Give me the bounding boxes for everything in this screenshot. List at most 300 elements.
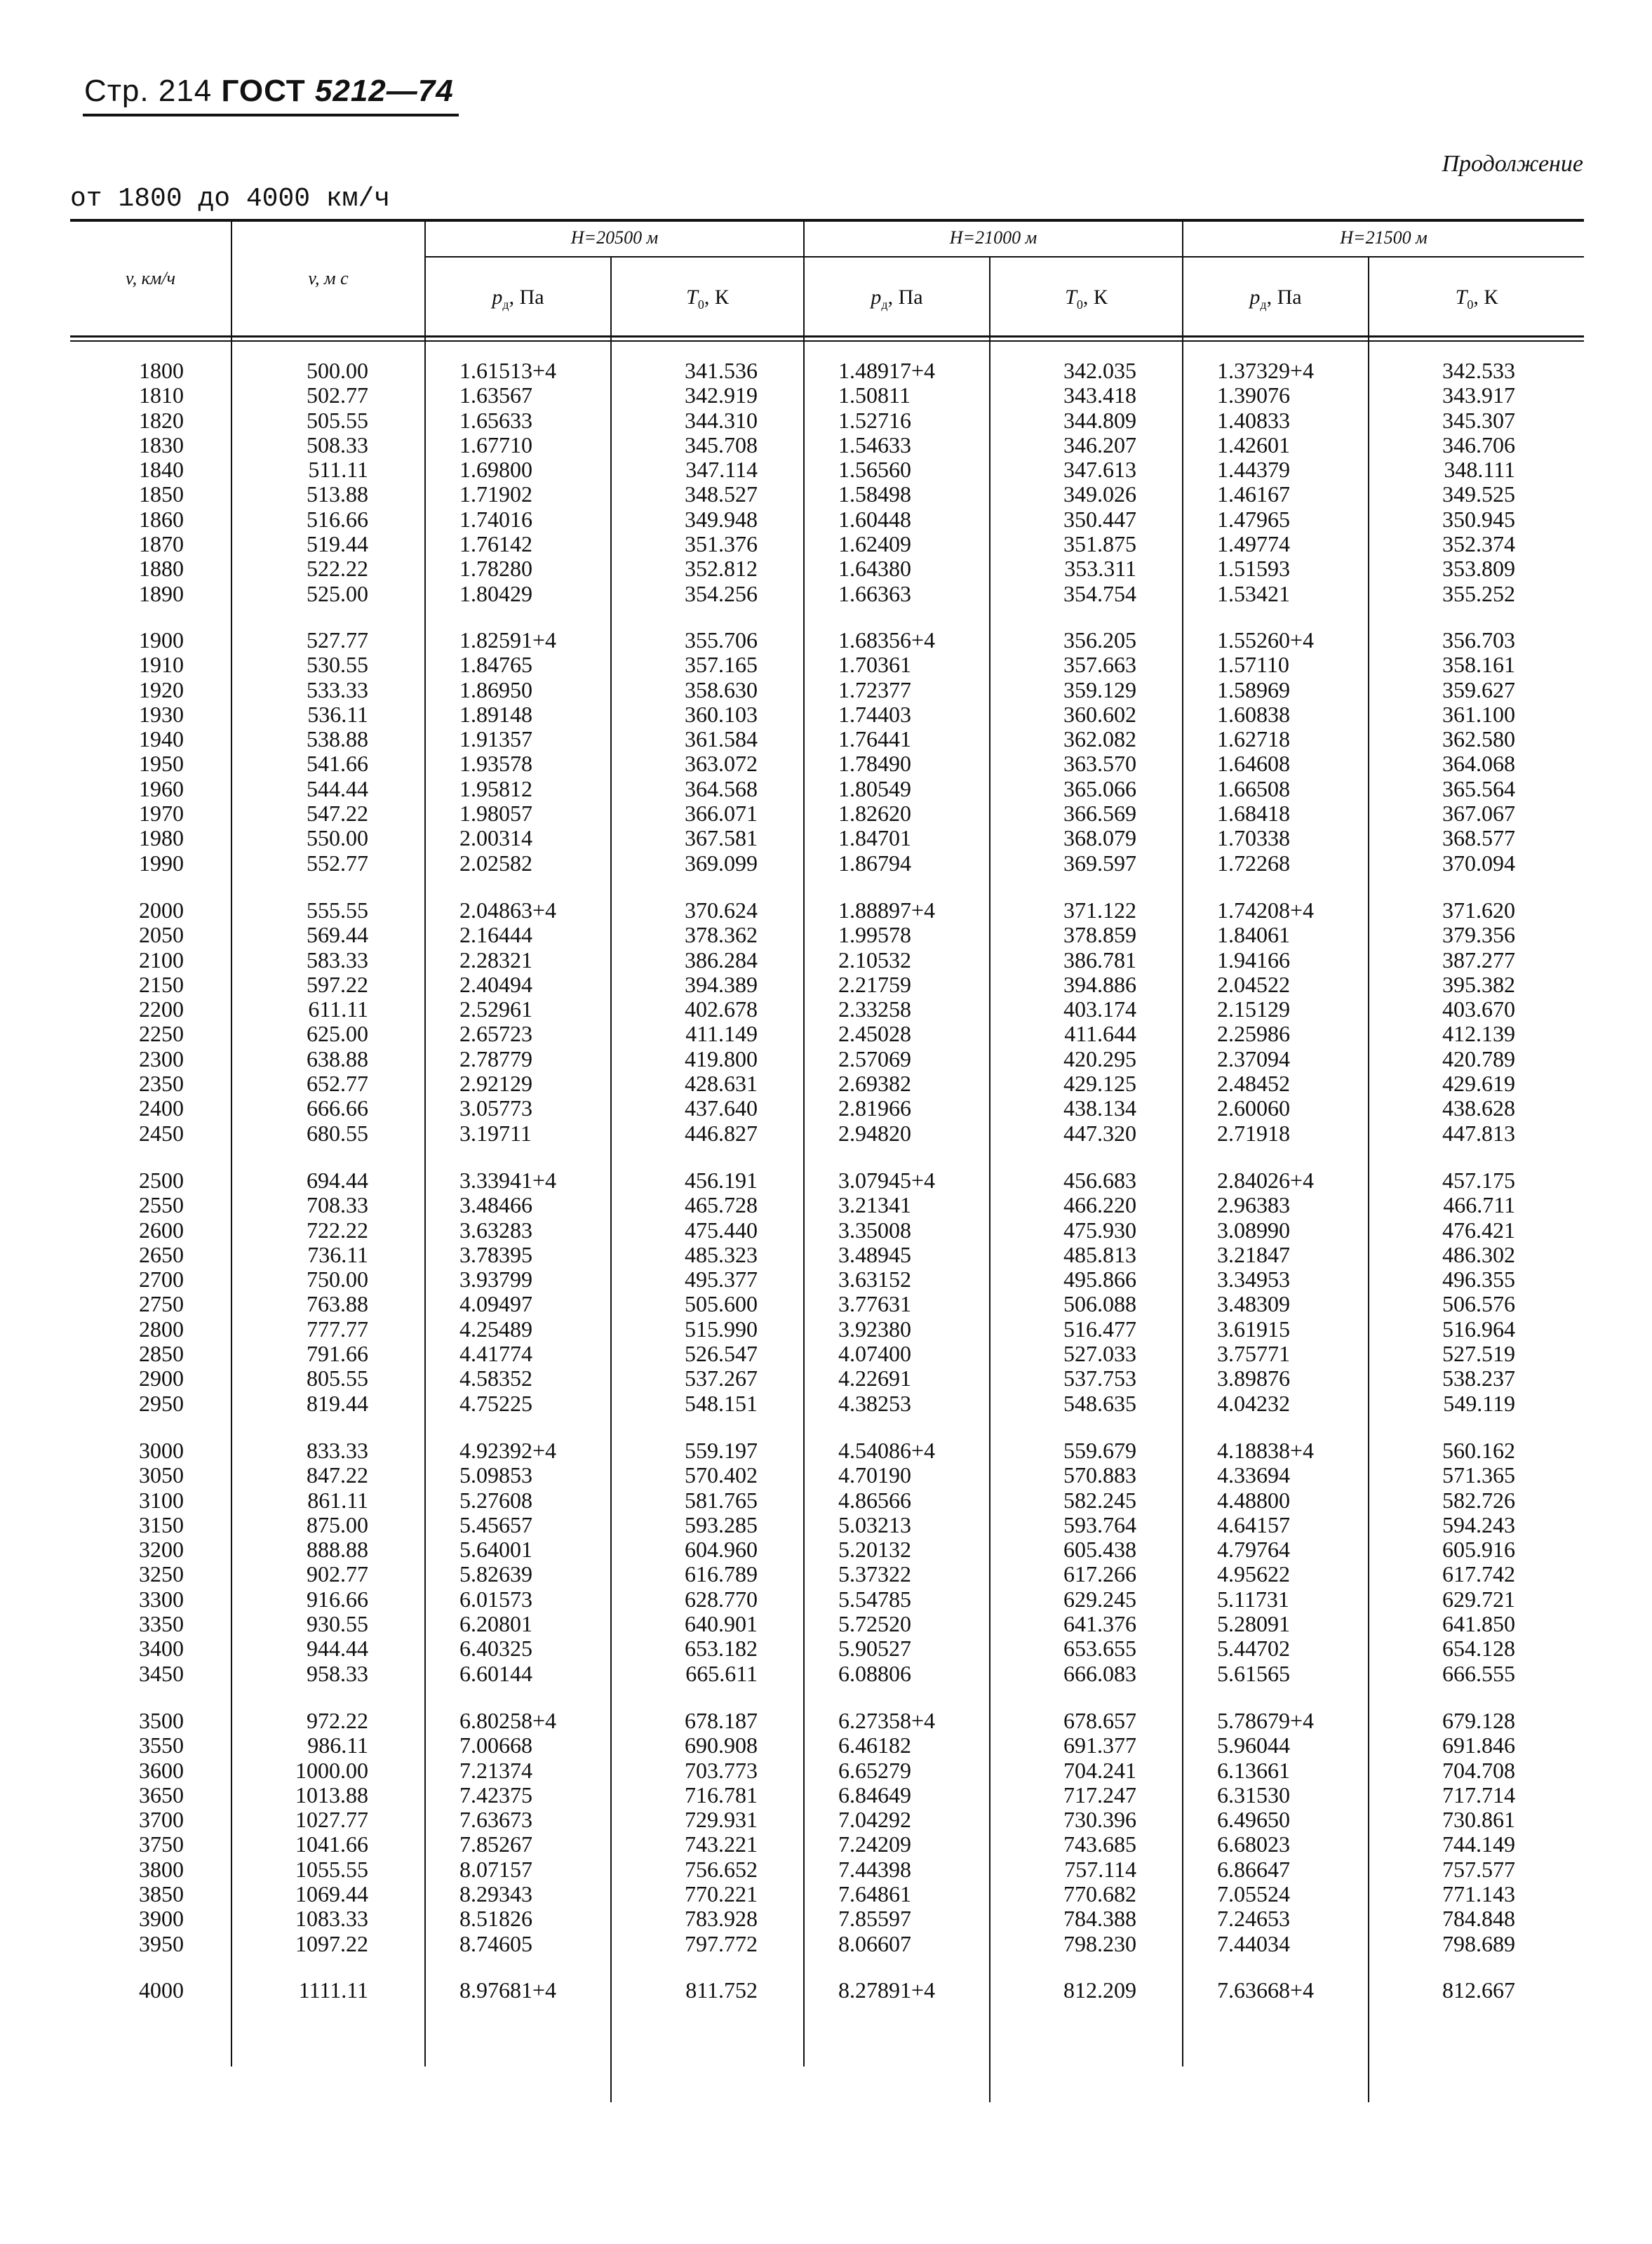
pressure-h20500-cell: 2.00314 bbox=[459, 825, 532, 851]
temperature-h20500-cell: 345.708 bbox=[685, 432, 758, 458]
table-row bbox=[70, 851, 1584, 876]
continued-label: Продолжение bbox=[1442, 151, 1583, 177]
pressure-h21500-cell: 2.84026+4 bbox=[1217, 1168, 1315, 1193]
speed-ms-cell: 902.77 bbox=[307, 1561, 368, 1587]
speed-kmh-cell: 2950 bbox=[139, 1390, 184, 1416]
pressure-h21000-cell: 3.35008 bbox=[838, 1217, 911, 1243]
temperature-h20500-cell: 537.267 bbox=[685, 1365, 758, 1391]
pressure-h21000-cell: 6.27358+4 bbox=[838, 1708, 936, 1733]
speed-kmh-cell: 1910 bbox=[139, 652, 184, 678]
temperature-h21500-cell: 429.619 bbox=[1442, 1071, 1515, 1097]
temperature-h21000-cell: 368.079 bbox=[1063, 825, 1136, 851]
pressure-h20500-cell: 3.33941+4 bbox=[459, 1168, 557, 1193]
table-row bbox=[70, 1243, 1584, 1267]
pressure-h20500-cell: 1.78280 bbox=[459, 556, 532, 582]
pressure-h21000-cell: 3.48945 bbox=[838, 1241, 911, 1267]
temperature-unit: , К bbox=[1082, 286, 1108, 309]
speed-ms-cell: 916.66 bbox=[307, 1586, 368, 1612]
pressure-h21000-cell: 1.66363 bbox=[838, 580, 911, 606]
pressure-h21000-cell: 1.72377 bbox=[838, 676, 911, 702]
table-row bbox=[70, 458, 1584, 482]
temperature-h21500-cell: 364.068 bbox=[1442, 751, 1515, 777]
pressure-h20500-cell: 4.58352 bbox=[459, 1365, 532, 1391]
pressure-h20500-cell: 1.80429 bbox=[459, 580, 532, 606]
speed-ms-cell: 519.44 bbox=[307, 531, 368, 557]
temperature-h21500-cell: 527.519 bbox=[1442, 1341, 1515, 1367]
table-row bbox=[70, 1808, 1584, 1832]
temperature-h20500-cell: 347.114 bbox=[685, 457, 758, 483]
temperature-h21000-cell: 641.376 bbox=[1063, 1611, 1136, 1637]
temperature-h21000-cell: 429.125 bbox=[1063, 1071, 1136, 1097]
temperature-h21500-cell: 730.861 bbox=[1442, 1807, 1515, 1833]
speed-ms-cell: 944.44 bbox=[307, 1636, 368, 1662]
table-row bbox=[70, 1709, 1584, 1733]
pressure-h21500-cell: 2.96383 bbox=[1217, 1192, 1290, 1218]
header-altitude-1: H=20500 м bbox=[570, 227, 659, 248]
temperature-h21000-cell: 666.083 bbox=[1063, 1660, 1136, 1686]
pressure-h21000-cell: 3.07945+4 bbox=[838, 1168, 936, 1193]
pressure-h21000-cell: 5.03213 bbox=[838, 1511, 911, 1537]
speed-ms-cell: 1013.88 bbox=[295, 1782, 368, 1808]
temperature-h20500-cell: 369.099 bbox=[685, 850, 758, 876]
pressure-h20500-cell: 3.05773 bbox=[459, 1095, 532, 1121]
speed-ms-cell: 544.44 bbox=[307, 775, 368, 801]
temperature-h21500-cell: 571.365 bbox=[1442, 1462, 1515, 1488]
pressure-h20500-cell: 1.61513+4 bbox=[459, 358, 557, 383]
speed-ms-cell: 708.33 bbox=[307, 1192, 368, 1218]
speed-ms-cell: 777.77 bbox=[307, 1316, 368, 1342]
temperature-h21000-cell: 466.220 bbox=[1063, 1192, 1136, 1218]
temperature-h21000-cell: 360.602 bbox=[1063, 701, 1136, 727]
table-row bbox=[70, 1906, 1584, 1931]
speed-kmh-cell: 2400 bbox=[139, 1095, 184, 1121]
speed-ms-cell: 930.55 bbox=[307, 1611, 368, 1637]
pressure-h21000-cell: 1.56560 bbox=[838, 457, 911, 483]
table-row bbox=[70, 1267, 1584, 1292]
temperature-h21000-cell: 349.026 bbox=[1063, 481, 1136, 507]
pressure-h21500-cell: 2.15129 bbox=[1217, 996, 1290, 1022]
table-row bbox=[70, 1342, 1584, 1366]
temperature-h21000-cell: 362.082 bbox=[1063, 726, 1136, 752]
speed-ms-cell: 552.77 bbox=[307, 850, 368, 876]
temperature-h21000-cell: 548.635 bbox=[1063, 1390, 1136, 1416]
pressure-h20500-cell: 6.20801 bbox=[459, 1611, 532, 1637]
pressure-h21500-cell: 1.53421 bbox=[1217, 580, 1290, 606]
altitude-rule-2 bbox=[805, 256, 1182, 258]
altitude-rule-3 bbox=[1183, 256, 1584, 258]
pressure-h21500-cell: 1.94166 bbox=[1217, 947, 1290, 973]
speed-kmh-cell: 3450 bbox=[139, 1660, 184, 1686]
pressure-h20500-cell: 4.92392+4 bbox=[459, 1438, 557, 1463]
temperature-h21000-cell: 359.129 bbox=[1063, 676, 1136, 702]
temperature-h21000-cell: 371.122 bbox=[1063, 897, 1136, 923]
pressure-h21000-cell: 5.37322 bbox=[838, 1561, 911, 1587]
speed-kmh-cell: 2050 bbox=[139, 922, 184, 948]
pressure-h20500-cell: 1.69800 bbox=[459, 457, 532, 483]
temperature-h20500-cell: 358.630 bbox=[685, 676, 758, 702]
pressure-h21500-cell: 2.37094 bbox=[1217, 1046, 1290, 1071]
pressure-h20500-cell: 5.09853 bbox=[459, 1462, 532, 1488]
pressure-h21500-cell: 4.33694 bbox=[1217, 1462, 1290, 1488]
speed-kmh-cell: 2900 bbox=[139, 1365, 184, 1391]
speed-ms-cell: 502.77 bbox=[307, 382, 368, 408]
speed-ms-cell: 583.33 bbox=[307, 947, 368, 973]
speed-ms-cell: 1069.44 bbox=[295, 1881, 368, 1907]
speed-kmh-cell: 3800 bbox=[139, 1856, 184, 1882]
temperature-h20500-cell: 456.191 bbox=[685, 1168, 758, 1193]
temperature-h20500-cell: 355.706 bbox=[685, 627, 758, 653]
temperature-h20500-cell: 354.256 bbox=[685, 580, 758, 606]
speed-ms-cell: 1097.22 bbox=[295, 1930, 368, 1956]
pressure-h21500-cell: 1.66508 bbox=[1217, 775, 1290, 801]
speed-kmh-cell: 2700 bbox=[139, 1267, 184, 1293]
speed-kmh-cell: 2150 bbox=[139, 971, 184, 997]
speed-ms-cell: 875.00 bbox=[307, 1511, 368, 1537]
table-row bbox=[70, 556, 1584, 581]
speed-kmh-cell: 1970 bbox=[139, 801, 184, 827]
pressure-h21000-cell: 7.85597 bbox=[838, 1906, 911, 1932]
speed-kmh-cell: 3150 bbox=[139, 1511, 184, 1537]
speed-kmh-cell: 3250 bbox=[139, 1561, 184, 1587]
temperature-h20500-cell: 351.376 bbox=[685, 531, 758, 557]
temperature-h20500-cell: 428.631 bbox=[685, 1071, 758, 1097]
pressure-h21000-cell: 4.54086+4 bbox=[838, 1438, 936, 1463]
speed-ms-cell: 652.77 bbox=[307, 1071, 368, 1097]
table-row bbox=[70, 1317, 1584, 1342]
standard-number: 5212—74 bbox=[314, 74, 454, 108]
pressure-h21000-cell: 4.07400 bbox=[838, 1341, 911, 1367]
temperature-h20500-cell: 515.990 bbox=[685, 1316, 758, 1342]
speed-kmh-cell: 3400 bbox=[139, 1636, 184, 1662]
temperature-h21000-cell: 678.657 bbox=[1063, 1708, 1136, 1733]
speed-kmh-cell: 2800 bbox=[139, 1316, 184, 1342]
table-row bbox=[70, 1022, 1584, 1046]
speed-kmh-cell: 3350 bbox=[139, 1611, 184, 1637]
table-row bbox=[70, 777, 1584, 801]
temperature-h21500-cell: 356.703 bbox=[1442, 627, 1515, 653]
temperature-h21500-cell: 352.374 bbox=[1442, 531, 1515, 557]
pressure-h21500-cell: 2.04522 bbox=[1217, 971, 1290, 997]
pressure-h21500-cell: 1.40833 bbox=[1217, 407, 1290, 433]
temperature-h21500-cell: 403.670 bbox=[1442, 996, 1515, 1022]
pressure-h21000-cell: 2.21759 bbox=[838, 971, 911, 997]
speed-kmh-cell: 3200 bbox=[139, 1537, 184, 1563]
temperature-h21000-cell: 411.644 bbox=[1064, 1021, 1136, 1047]
temperature-h21500-cell: 412.139 bbox=[1442, 1021, 1515, 1047]
pressure-subscript: д bbox=[881, 298, 888, 312]
temperature-h21500-cell: 812.667 bbox=[1442, 1977, 1515, 2003]
speed-kmh-cell: 2550 bbox=[139, 1192, 184, 1218]
temperature-h20500-cell: 378.362 bbox=[685, 922, 758, 948]
temperature-h21000-cell: 691.377 bbox=[1063, 1732, 1136, 1758]
table-row bbox=[70, 1292, 1584, 1316]
temperature-h20500-cell: 348.527 bbox=[685, 481, 758, 507]
table-row bbox=[70, 383, 1584, 408]
pressure-h20500-cell: 7.00668 bbox=[459, 1732, 532, 1758]
pressure-h21500-cell: 6.68023 bbox=[1217, 1831, 1290, 1857]
speed-ms-cell: 750.00 bbox=[307, 1267, 368, 1293]
pressure-h20500-cell: 8.74605 bbox=[459, 1930, 532, 1956]
row-group bbox=[70, 1168, 1584, 1416]
speed-ms-cell: 550.00 bbox=[307, 825, 368, 851]
temperature-h21000-cell: 617.266 bbox=[1063, 1561, 1136, 1587]
pressure-h21000-cell: 5.20132 bbox=[838, 1537, 911, 1563]
pressure-h20500-cell: 2.78779 bbox=[459, 1046, 532, 1071]
table-row bbox=[70, 482, 1584, 507]
temperature-h21500-cell: 346.706 bbox=[1442, 432, 1515, 458]
pressure-h20500-cell: 2.02582 bbox=[459, 850, 532, 876]
speed-kmh-cell: 3000 bbox=[139, 1438, 184, 1463]
speed-kmh-cell: 3850 bbox=[139, 1881, 184, 1907]
temperature-h20500-cell: 770.221 bbox=[685, 1881, 758, 1907]
speed-ms-cell: 791.66 bbox=[307, 1341, 368, 1367]
pressure-h20500-cell: 3.78395 bbox=[459, 1241, 532, 1267]
pressure-h21000-cell: 7.04292 bbox=[838, 1807, 911, 1833]
speed-ms-cell: 694.44 bbox=[307, 1168, 368, 1193]
pressure-h21000-cell: 7.44398 bbox=[838, 1856, 911, 1882]
speed-ms-cell: 972.22 bbox=[307, 1708, 368, 1733]
temperature-h21500-cell: 343.917 bbox=[1442, 382, 1515, 408]
pressure-h21000-cell: 6.65279 bbox=[838, 1757, 911, 1783]
pressure-unit: , Па bbox=[887, 286, 923, 309]
pressure-h21500-cell: 1.74208+4 bbox=[1217, 897, 1315, 923]
speed-kmh-cell: 3600 bbox=[139, 1757, 184, 1783]
table-row bbox=[70, 1882, 1584, 1906]
header-pressure-3 bbox=[1183, 286, 1368, 312]
table-row bbox=[70, 1636, 1584, 1661]
pressure-h20500-cell: 1.91357 bbox=[459, 726, 532, 752]
temperature-h21000-cell: 704.241 bbox=[1063, 1757, 1136, 1783]
speed-ms-cell: 527.77 bbox=[307, 627, 368, 653]
speed-ms-cell: 530.55 bbox=[307, 652, 368, 678]
table-row bbox=[70, 1783, 1584, 1808]
speed-kmh-cell: 1860 bbox=[139, 506, 184, 532]
temperature-h20500-cell: 411.149 bbox=[685, 1021, 758, 1047]
temperature-h20500-cell: 716.781 bbox=[685, 1782, 758, 1808]
pressure-h20500-cell: 6.80258+4 bbox=[459, 1708, 557, 1733]
speed-kmh-cell: 3750 bbox=[139, 1831, 184, 1857]
temperature-h21000-cell: 363.570 bbox=[1063, 751, 1136, 777]
pressure-h21500-cell: 1.84061 bbox=[1217, 922, 1290, 948]
table-row bbox=[70, 532, 1584, 556]
speed-ms-cell: 1055.55 bbox=[295, 1856, 368, 1882]
temperature-h21000-cell: 798.230 bbox=[1063, 1930, 1136, 1956]
speed-ms-cell: 819.44 bbox=[307, 1390, 368, 1416]
speed-ms-cell: 555.55 bbox=[307, 897, 368, 923]
speed-kmh-cell: 1820 bbox=[139, 407, 184, 433]
pressure-h21000-cell: 4.86566 bbox=[838, 1487, 911, 1513]
temperature-unit: , К bbox=[704, 286, 729, 309]
pressure-h21500-cell: 1.68418 bbox=[1217, 801, 1290, 827]
temperature-h20500-cell: 690.908 bbox=[685, 1732, 758, 1758]
pressure-h21000-cell: 6.84649 bbox=[838, 1782, 911, 1808]
temperature-h21000-cell: 354.754 bbox=[1063, 580, 1136, 606]
temperature-h21500-cell: 367.067 bbox=[1442, 801, 1515, 827]
pressure-h20500-cell: 2.28321 bbox=[459, 947, 532, 973]
temperature-h21000-cell: 347.613 bbox=[1063, 457, 1136, 483]
speed-ms-cell: 538.88 bbox=[307, 726, 368, 752]
temperature-h21000-cell: 365.066 bbox=[1063, 775, 1136, 801]
pressure-h21500-cell: 3.08990 bbox=[1217, 1217, 1290, 1243]
pressure-h21500-cell: 2.60060 bbox=[1217, 1095, 1290, 1121]
temperature-h21500-cell: 757.577 bbox=[1442, 1856, 1515, 1882]
temperature-h21000-cell: 485.813 bbox=[1063, 1241, 1136, 1267]
pressure-h20500-cell: 1.93578 bbox=[459, 751, 532, 777]
temperature-h20500-cell: 548.151 bbox=[685, 1390, 758, 1416]
pressure-h20500-cell: 7.63673 bbox=[459, 1807, 532, 1833]
temperature-h20500-cell: 341.536 bbox=[685, 358, 758, 383]
pressure-h21000-cell: 7.24209 bbox=[838, 1831, 911, 1857]
header-altitude-3: H=21500 м bbox=[1340, 227, 1428, 248]
temperature-h21500-cell: 617.742 bbox=[1442, 1561, 1515, 1587]
table-row bbox=[70, 408, 1584, 433]
speed-ms-cell: 736.11 bbox=[307, 1241, 368, 1267]
speed-kmh-cell: 2500 bbox=[139, 1168, 184, 1193]
header-temperature-3 bbox=[1369, 286, 1584, 312]
pressure-h20500-cell: 1.71902 bbox=[459, 481, 532, 507]
table-row bbox=[70, 1488, 1584, 1513]
pressure-h21500-cell: 4.79764 bbox=[1217, 1537, 1290, 1563]
table-row bbox=[70, 1096, 1584, 1121]
pressure-h21500-cell: 1.57110 bbox=[1217, 652, 1289, 678]
temperature-h21000-cell: 357.663 bbox=[1063, 652, 1136, 678]
speed-kmh-cell: 1850 bbox=[139, 481, 184, 507]
temperature-h21500-cell: 361.100 bbox=[1442, 701, 1515, 727]
pressure-h21000-cell: 2.81966 bbox=[838, 1095, 911, 1121]
pressure-h20500-cell: 1.95812 bbox=[459, 775, 532, 801]
pressure-h21000-cell: 1.99578 bbox=[838, 922, 911, 948]
speed-kmh-cell: 1960 bbox=[139, 775, 184, 801]
pressure-h21500-cell: 4.95622 bbox=[1217, 1561, 1290, 1587]
temperature-h21500-cell: 486.302 bbox=[1442, 1241, 1515, 1267]
speed-ms-cell: 1027.77 bbox=[295, 1807, 368, 1833]
temperature-h21000-cell: 378.859 bbox=[1063, 922, 1136, 948]
pressure-h21500-cell: 1.55260+4 bbox=[1217, 627, 1315, 653]
pressure-h20500-cell: 1.63567 bbox=[459, 382, 532, 408]
pressure-h21500-cell: 4.18838+4 bbox=[1217, 1438, 1315, 1463]
temperature-h20500-cell: 604.960 bbox=[685, 1537, 758, 1563]
table-row bbox=[70, 1391, 1584, 1416]
table-row bbox=[70, 826, 1584, 850]
pressure-h21000-cell: 2.10532 bbox=[838, 947, 911, 973]
temperature-h21000-cell: 495.866 bbox=[1063, 1267, 1136, 1293]
pressure-h21000-cell: 4.70190 bbox=[838, 1462, 911, 1488]
table-row bbox=[70, 582, 1584, 606]
pressure-h21500-cell: 6.31530 bbox=[1217, 1782, 1290, 1808]
temperature-h21000-cell: 559.679 bbox=[1063, 1438, 1136, 1463]
pressure-h21000-cell: 5.72520 bbox=[838, 1611, 911, 1637]
table-row bbox=[70, 678, 1584, 702]
speed-kmh-cell: 2250 bbox=[139, 1021, 184, 1047]
speed-kmh-cell: 3100 bbox=[139, 1487, 184, 1513]
temperature-h21000-cell: 506.088 bbox=[1063, 1291, 1136, 1317]
pressure-h21500-cell: 7.05524 bbox=[1217, 1881, 1290, 1907]
pressure-h20500-cell: 1.67710 bbox=[459, 432, 532, 458]
pressure-h21500-cell: 5.96044 bbox=[1217, 1732, 1290, 1758]
pressure-h21000-cell: 2.33258 bbox=[838, 996, 911, 1022]
temperature-h21500-cell: 368.577 bbox=[1442, 825, 1515, 851]
pressure-h21000-cell: 2.94820 bbox=[838, 1120, 911, 1146]
speed-ms-cell: 625.00 bbox=[307, 1021, 368, 1047]
speed-kmh-cell: 2750 bbox=[139, 1291, 184, 1317]
temperature-h20500-cell: 729.931 bbox=[685, 1807, 758, 1833]
page-header bbox=[84, 74, 454, 109]
temperature-h21000-cell: 516.477 bbox=[1063, 1316, 1136, 1342]
pressure-h21500-cell: 1.39076 bbox=[1217, 382, 1290, 408]
temperature-h20500-cell: 570.402 bbox=[685, 1462, 758, 1488]
pressure-h21500-cell: 2.48452 bbox=[1217, 1071, 1290, 1097]
row-group bbox=[70, 359, 1584, 606]
pressure-h21000-cell: 6.46182 bbox=[838, 1732, 911, 1758]
pressure-h21500-cell: 1.60838 bbox=[1217, 701, 1290, 727]
temperature-h20500-cell: 394.389 bbox=[685, 971, 758, 997]
temperature-h21500-cell: 717.714 bbox=[1442, 1782, 1515, 1808]
pressure-h21500-cell: 3.89876 bbox=[1217, 1365, 1290, 1391]
temperature-h20500-cell: 581.765 bbox=[685, 1487, 758, 1513]
temperature-h21500-cell: 345.307 bbox=[1442, 407, 1515, 433]
temperature-h21000-cell: 475.930 bbox=[1063, 1217, 1136, 1243]
temperature-h21000-cell: 353.311 bbox=[1064, 556, 1136, 582]
speed-ms-cell: 511.11 bbox=[308, 457, 368, 483]
pressure-unit: , Па bbox=[1266, 286, 1302, 309]
speed-kmh-cell: 1940 bbox=[139, 726, 184, 752]
pressure-h20500-cell: 2.65723 bbox=[459, 1021, 532, 1047]
speed-ms-cell: 763.88 bbox=[307, 1291, 368, 1317]
speed-kmh-cell: 2450 bbox=[139, 1120, 184, 1146]
row-group bbox=[70, 628, 1584, 876]
pressure-h20500-cell: 2.16444 bbox=[459, 922, 532, 948]
pressure-h21000-cell: 7.64861 bbox=[838, 1881, 911, 1907]
speed-kmh-cell: 1840 bbox=[139, 457, 184, 483]
row-group bbox=[70, 898, 1584, 1146]
temperature-h21500-cell: 605.916 bbox=[1442, 1537, 1515, 1563]
pressure-h21500-cell: 1.62718 bbox=[1217, 726, 1290, 752]
speed-ms-cell: 722.22 bbox=[307, 1217, 368, 1243]
temperature-h20500-cell: 505.600 bbox=[685, 1291, 758, 1317]
table-top-rule bbox=[70, 219, 1584, 222]
temperature-h20500-cell: 678.187 bbox=[685, 1708, 758, 1733]
temperature-h21000-cell: 605.438 bbox=[1063, 1537, 1136, 1563]
speed-ms-cell: 847.22 bbox=[307, 1462, 368, 1488]
pressure-h21000-cell: 1.78490 bbox=[838, 751, 911, 777]
temperature-h20500-cell: 342.919 bbox=[685, 382, 758, 408]
pressure-h21500-cell: 1.49774 bbox=[1217, 531, 1290, 557]
temperature-h21500-cell: 359.627 bbox=[1442, 676, 1515, 702]
temperature-h20500-cell: 628.770 bbox=[685, 1586, 758, 1612]
temperature-h20500-cell: 367.581 bbox=[685, 825, 758, 851]
temperature-h21000-cell: 456.683 bbox=[1063, 1168, 1136, 1193]
temperature-symbol: T bbox=[686, 286, 698, 309]
temperature-h21000-cell: 582.245 bbox=[1063, 1487, 1136, 1513]
pressure-subscript: д bbox=[1260, 298, 1267, 312]
temperature-h21000-cell: 770.682 bbox=[1063, 1881, 1136, 1907]
pressure-h21000-cell: 5.54785 bbox=[838, 1586, 911, 1612]
pressure-h21500-cell: 1.47965 bbox=[1217, 506, 1290, 532]
speed-ms-cell: 569.44 bbox=[307, 922, 368, 948]
temperature-h21500-cell: 348.111 bbox=[1444, 457, 1515, 483]
pressure-h21500-cell: 1.42601 bbox=[1217, 432, 1290, 458]
pressure-h20500-cell: 1.98057 bbox=[459, 801, 532, 827]
pressure-h21500-cell: 6.13661 bbox=[1217, 1757, 1290, 1783]
speed-ms-cell: 805.55 bbox=[307, 1365, 368, 1391]
temperature-h20500-cell: 653.182 bbox=[685, 1636, 758, 1662]
temperature-h20500-cell: 402.678 bbox=[685, 996, 758, 1022]
row-group bbox=[70, 1978, 1584, 2003]
speed-kmh-cell: 1980 bbox=[139, 825, 184, 851]
table-row bbox=[70, 923, 1584, 947]
table-subtitle: от 1800 до 4000 км/ч bbox=[70, 184, 391, 214]
table-row bbox=[70, 997, 1584, 1022]
